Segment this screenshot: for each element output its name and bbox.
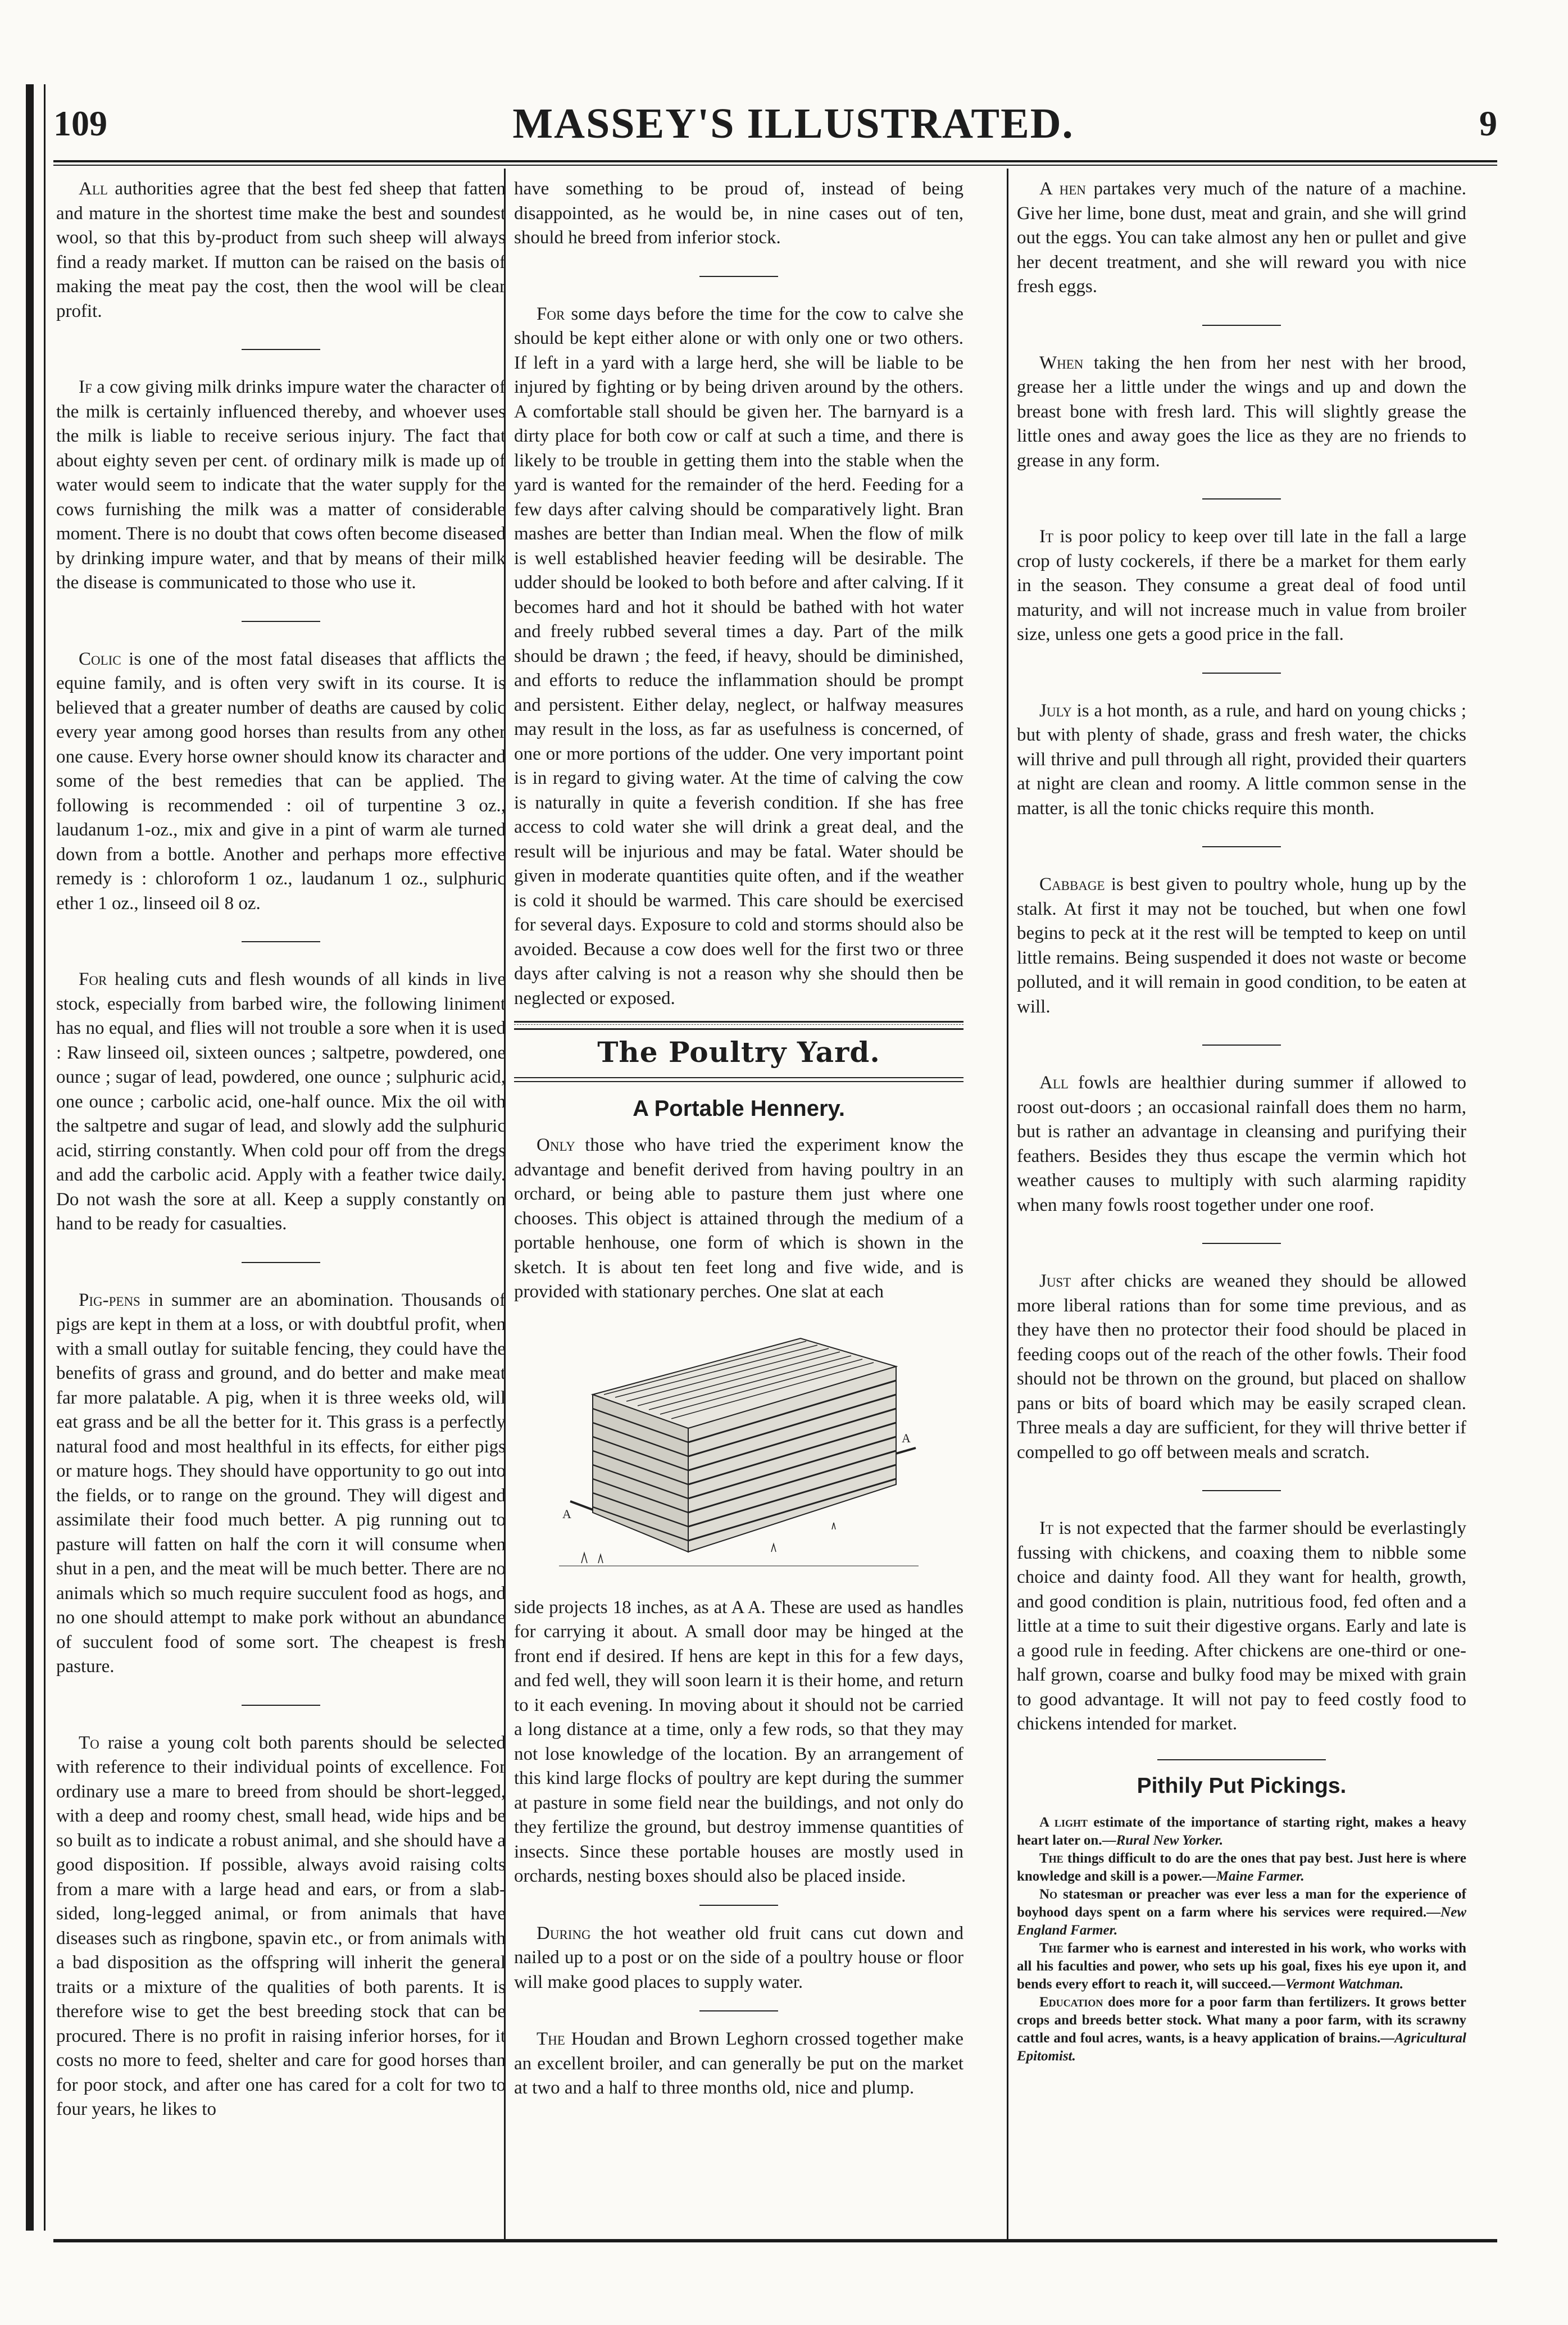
separator xyxy=(1202,498,1281,499)
separator xyxy=(1202,673,1281,674)
column-3 xyxy=(1017,177,1466,2065)
paragraph-roost-outdoors: All fowls are healthier during summer if allowed to roost out-doors ; an occasional rainfall does them no harm, but is rather an advantage in cleansing and purifying their feathers. Besides they thus escape the vermin which hot weather causes to multiply with such alarming rapidity when many fowls roost together under one roof. xyxy=(1017,1073,1466,1215)
figure-label-a-right: A xyxy=(902,1431,911,1445)
paragraph-hen-machine: A hen partakes very much of the nature of a machine. Give her lime, bone dust, meat and grain, and she will grind out the eggs. You can take almost any hen or pullet and give her decent treatment, and she will reward you with nice fresh eggs. xyxy=(1017,179,1466,297)
paragraph-calving: For some days before the time for the cow to calve she should be kept either alone or with only one or two others. If left in a yard with a large herd, she will be liable to be injured by fighting or by being driven around by the others. A comfortable stall should be given her. The barnyard is a dirty place for both cow or calf at such a time, and there is likely to be trouble in getting them into the stable when the yard is wanted for the remainder of the herd. Feeding for a few days after calving should be comparatively light. Bran mashes are better than Indian meal. When the flow of milk is well established heavier feeding will be desirable. The udder should be looked to both before and after calving. If it becomes hard and hot it should be bathed with hot water and freely rubbed several times a day. Part of the milk should be drawn ; the feed, if heavy, should be diminished, and efforts to reduce the inflammation should be prompt and persistent. Either delay, neglect, or halfway measures may result in the loss, as far as usefulness is concerned, of one or more portions of the udder. One very important point is in regard to giving water. At the time of calving the cow is naturally in quite a feverish condition. If she has free access to cold water she will drink a great deal, and the result will be injurious and may be fatal. Water should be given in moderate quantities quite often, and if the weather is cold it should be warmed. This care should be exercised for several days. Exposure to cold and storms should also be avoided. Because a cow does well for the first two or three days after calving is not a reason why she should then be neglected or exposed. xyxy=(514,303,963,1009)
header-rule-thin xyxy=(53,165,1497,166)
separator xyxy=(242,941,320,942)
paragraph-weaned-chicks: Just after chicks are weaned they should be allowed more liberal rations than for some time previous, and as they have then no protector their food should be placed in feeding coops out of the reach of the other fowls. Their food should not be thrown on the ground, but placed on shallow pans or bits of board which may be easily scraped clean. Three meals a day are sufficient, for they will thrive better if compelled to go off between meals and scratch. xyxy=(1017,1271,1466,1463)
paragraph-houdan: The Houdan and Brown Leghorn crossed together make an excellent broiler, and can generally be put on the market at two and a half to three months old, nice and plump. xyxy=(514,2029,963,2098)
paragraph-hennery-body: side projects 18 inches, as at A A. These are used as handles for carrying it about. A small door may be hinged at the front end if desired. If hens are kept in this for a few days, and fed well, they will soon learn it is their home, and return to it each evening. In moving about it should not be carried a long distance at a time, only a few rods, so that they may not lose knowledge of the location. By an arrangement of this kind large flocks of poultry are kept during the summer at pasture in some field near the buildings, and not only do they fertilize the ground, but destroy immense quantities of insects. Since these portable houses are mostly used in orchards, nesting boxes should also be placed inside. xyxy=(514,1597,963,1886)
header-rule xyxy=(53,160,1497,162)
section-title-poultry-yard: The Poultry Yard. xyxy=(597,1036,880,1069)
separator xyxy=(1202,1490,1281,1491)
paragraph-hennery-intro: Only those who have tried the experiment know the advantage and benefit derived from having poultry in an orchard, or being able to pasture them just where one chooses. This object is attained through the medium of a portable henhouse, one form of which is shown in the sketch. It is about ten feet long and five wide, and is provided with stationary perches. One slat at each xyxy=(514,1135,963,1302)
separator xyxy=(699,2010,778,2011)
paragraph-cabbage: Cabbage is best given to poultry whole, hung up by the stalk. At first it may not be touched, but when one fowl begins to peck at it the rest will be tempted to keep on until little remains. Being suspended it does not waste or become polluted, and it will remain in good condition, to be eaten at will. xyxy=(1017,874,1466,1017)
column-1 xyxy=(56,177,506,2122)
paragraph-impure-water: If a cow giving milk drinks impure water the character of the milk is certainly influenced thereby, and whoever uses the milk is liable to receive serious injury. The fact that about eighty seven per cent. of ordinary milk is made up of water would seem to indicate that the water supply for the cows furnishing the milk was a matter of considerable moment. There is no doubt that cows often become diseased by drinking impure water, and that by means of their milk the disease is communicated to those who use it. xyxy=(56,377,506,593)
separator xyxy=(1202,325,1281,326)
paragraph-sheep: All authorities agree that the best fed sheep that fatten and mature in the shortest time make the best and soundest wool, so that this by-product from such sheep will always find a ready market. If mutton can be raised on the basis of making the meat pay the cost, then the wool will be clear profit. xyxy=(56,179,506,321)
picking-item: The farmer who is earnest and interested in his work, who works with all his faculties and power, who sets up his goal, fixes his eye upon it, and bends every effort to reach it, will succeed.—Vermont Watchman. xyxy=(1017,1941,1466,1992)
page-header xyxy=(53,93,1497,155)
separator xyxy=(1157,1759,1326,1760)
separator xyxy=(1202,1045,1281,1046)
binding-edge-line xyxy=(44,84,46,2231)
separator xyxy=(242,349,320,350)
paragraph-colt: To raise a young colt both parents should be selected with reference to their individual points of excellence. For ordinary use a mare to breed from should be short-legged, with a deep and roomy chest, small head, wide hips and be so built as to indicate a robust animal, and she should have a good disposition. If possible, always avoid raising colts from a mare with a large head and ears, or from a slab-sided, long-legged animal, or from animals that have diseases such as ringbone, spavin etc., or from animals with a bad disposition as the offspring will inherit the general traits or a mixture of the qualities of both parents. It is therefore wise to get the best breeding stock that can be procured. There is no profit in raising inferior horses, for it costs no more to feed, shelter and care for good horses than for poor stock, and after one has cared for a colt for two to four years, he likes to xyxy=(56,1732,506,2119)
picking-item: A light estimate of the importance of starting right, makes a heavy heart later on.—Rural New Yorker. xyxy=(1017,1815,1466,1848)
separator xyxy=(699,276,778,277)
portable-hennery-illustration xyxy=(559,1316,919,1580)
paragraph-cockerels: It is poor policy to keep over till late in the fall a large crop of lusty cockerels, if there be a market for them early in the season. They consume a great deal of food until maturity, and will not increase much in value from broiler size, unless one gets a good price in the fall. xyxy=(1017,526,1466,644)
footer-rule xyxy=(53,2239,1497,2242)
paragraph-pig-pens: Pig-pens in summer are an abomination. Thousands of pigs are kept in them at a loss, or with doubtful profit, when with a small outlay for suitable fencing, they could have the benefits of grass and ground, and do better and make meat far more palatable. A pig, when it is three weeks old, will eat grass and be all the better for it. This grass is a perfectly natural food and most healthful in its effects, for either pigs or mature hogs. They should have opportunity to go out into the fields, or to range on the ground. They will digest and assimilate their food much better. A pig running out to pasture will fatten on half the corn it will consume when shut in a pen, and the meat will be much better. There are no animals which so much require succulent food as hogs, and no one should attempt to make pork without an abundance of succulent food of some sort. The cheapest is fresh pasture. xyxy=(56,1289,506,1677)
picking-item: The things difficult to do are the ones that pay best. Just here is where knowledge and skill is a power.—Maine Farmer. xyxy=(1017,1851,1466,1884)
column-2 xyxy=(514,177,963,2101)
section-double-rule xyxy=(514,1077,963,1082)
separator xyxy=(1202,846,1281,847)
picking-item: No statesman or preacher was ever less a man for the experience of boyhood days spent on a farm where his services were required.—New England Farmer. xyxy=(1017,1887,1466,1938)
paragraph-colt-continued: have something to be proud of, instead of being disappointed, as he would be, in nine cases out of ten, should he breed from inferior stock. xyxy=(514,179,963,248)
paragraph-brood-grease: When taking the hen from her nest with her brood, grease her a little under the wings and up and down the breast bone with fresh lard. This will slightly grease the little ones and away goes the lice as they are no friends to grease in any form. xyxy=(1017,352,1466,471)
page-number: 9 xyxy=(1479,103,1497,143)
separator xyxy=(242,1262,320,1263)
separator xyxy=(1202,1243,1281,1244)
section-ornament-rule xyxy=(514,1021,963,1030)
paragraph-colic: Colic is one of the most fatal diseases that afflicts the equine family, and is often very swift in its course. It is believed that a greater number of deaths are caused by colic every year among good horses than results from any other one cause. Every horse owner should know its character and some of the best remedies that can be applied. The following is recommended : oil of turpentine 3 oz., laudanum 1-oz., mix and give in a pint of warm ale turned down from a bottle. Another and perhaps more effective remedy is : chloroform 1 oz., laudanum 1 oz., sulphuric ether 1 oz., linseed oil 8 oz. xyxy=(56,648,506,914)
figure-label-a-left: A xyxy=(562,1506,571,1521)
separator xyxy=(242,621,320,622)
separator xyxy=(242,1705,320,1706)
paragraph-feeding-chickens: It is not expected that the farmer should be everlastingly fussing with chickens, and coaxing them to nibble some choice and dainty food. All they want for health, growth, and good condition is plain, nutritious food, fed often and a little at a time to suit their digestive organs. Early and late is a good rule in feeding. After chickens are one-third or one-half grown, coarse and bulky food may be mixed with grain to good advantage. It will not pay to feed costly food to chickens intended for market. xyxy=(1017,1518,1466,1734)
binding-edge xyxy=(26,84,34,2231)
paragraph-liniment: For healing cuts and flesh wounds of all kinds in live stock, especially from barbed wire, the following liniment has no equal, and flies will not trouble a sore when it is used : Raw linseed oil, sixteen ounces ; saltpetre, powdered, one ounce ; sugar of lead, powdered, one ounce ; sulphuric acid, one ounce ; carbolic acid, one-half ounce. Mix the oil with the saltpetre and sugar of lead, and slowly add the sulphuric acid, stirring constantly. When cold pour off from the dregs and add the carbolic acid. Apply with a feather twice daily. Do not wash the sore at all. Keep a supply constantly on hand to be ready for casualties. xyxy=(56,969,506,1234)
paragraph-fruit-cans: During the hot weather old fruit cans cut down and nailed up to a post or on the side of a poultry house or floor will make good places to supply water. xyxy=(514,1923,963,1992)
paragraph-july: July is a hot month, as a rule, and hard on young chicks ; but with plenty of shade, grass and fresh water, the chicks will thrive and pull through all right, provided their quarters at night are clean and roomy. A little common sense in the matter, is all the tonic chicks require this month. xyxy=(1017,700,1466,819)
pickings-title: Pithily Put Pickings. xyxy=(1137,1773,1347,1798)
column-rule-2 xyxy=(1007,169,1008,2242)
issue-number: 109 xyxy=(53,103,107,143)
article-title-portable-hennery: A Portable Hennery. xyxy=(633,1096,845,1121)
masthead-title: MASSEY'S ILLUSTRATED. xyxy=(512,99,1074,147)
separator xyxy=(699,1905,778,1906)
picking-item: Education does more for a poor farm than fertilizers. It grows better crops and breeds better stock. What many a poor farm, with its scrawny cattle and foul acres, wants, is a heavy application of brains.—Agricultural Epitomist. xyxy=(1017,1995,1466,2064)
